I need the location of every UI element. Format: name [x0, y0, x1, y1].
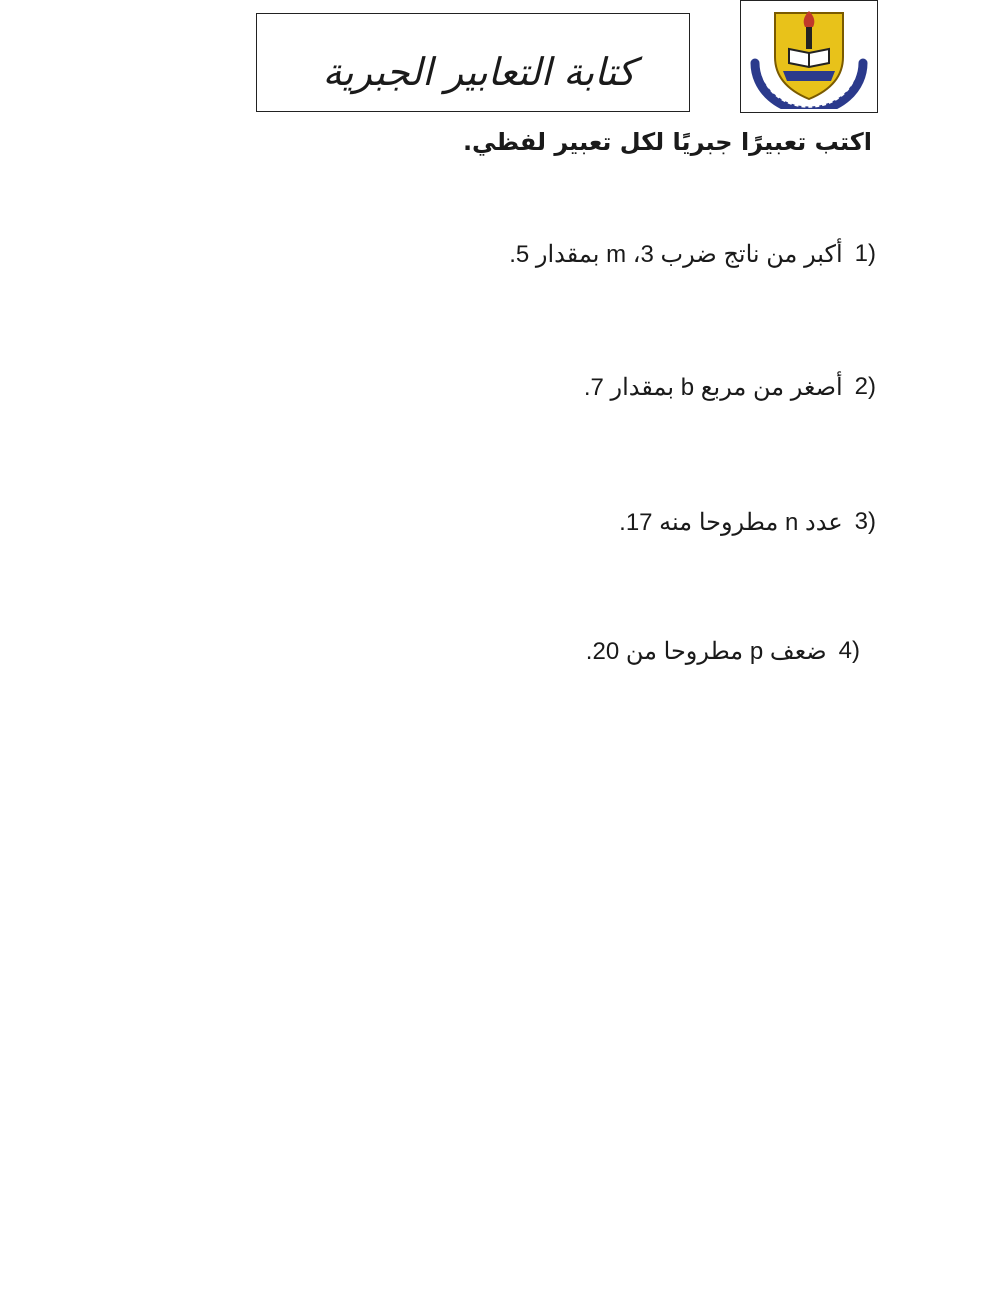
worksheet-title: كتابة التعابير الجبرية	[322, 49, 636, 94]
question-text: عدد n مطروحا منه 17.	[619, 509, 843, 536]
school-logo-box	[740, 0, 878, 113]
question-2	[584, 373, 876, 402]
question-number: 3)	[854, 508, 876, 535]
question-number: 4)	[838, 637, 860, 664]
question-1	[509, 240, 876, 269]
school-crest-icon	[747, 5, 871, 109]
question-4	[586, 637, 860, 666]
question-text: ضعف p مطروحا من 20.	[585, 638, 827, 665]
question-number: 1)	[854, 240, 876, 267]
question-text: أكبر من ناتج ضرب 3، m بمقدار 5.	[509, 241, 843, 268]
question-text: أصغر من مربع b بمقدار 7.	[583, 374, 843, 401]
instruction-text: اكتب تعبيرًا جبريًا لكل تعبير لفظي.	[462, 128, 872, 156]
title-box	[256, 13, 690, 112]
question-number: 2)	[854, 373, 876, 400]
question-3	[619, 508, 876, 537]
